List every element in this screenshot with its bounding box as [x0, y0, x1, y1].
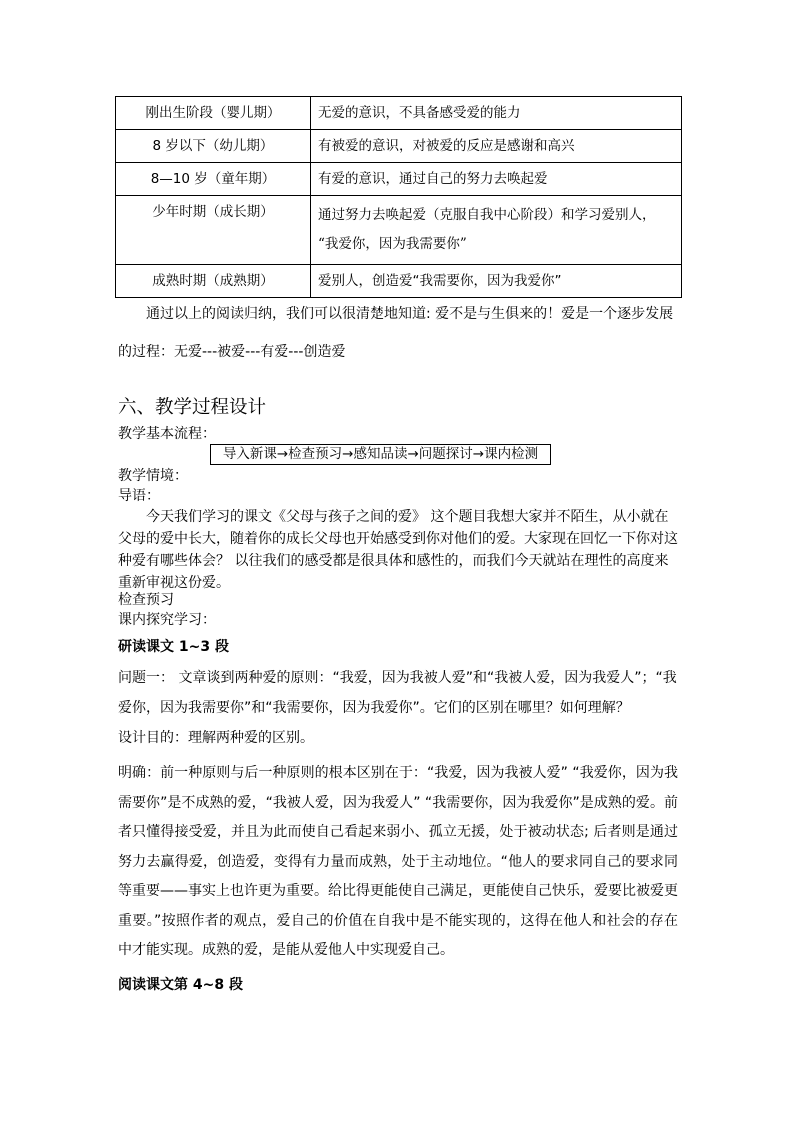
scene-label: 教学情境： [118, 468, 188, 484]
stage-cell: 8 岁以下（幼儿期） [116, 130, 311, 163]
stage-cell: 刚出生阶段（婴儿期） [116, 97, 311, 130]
table-row [116, 196, 682, 265]
description-line: “我爱你，因为我需要你” [318, 236, 467, 252]
table-row [116, 97, 682, 130]
description-cell: 爱别人，创造爱“我需要你，因为我爱你” [311, 265, 682, 298]
description-cell: 无爱的意识，不具备感受爱的能力 [311, 97, 682, 130]
description-line: 通过努力去唤起爱（克服自我中心阶段）和学习爱别人， [318, 207, 656, 223]
table-row [116, 130, 682, 163]
table-row [116, 265, 682, 298]
flow-label: 教学基本流程： [118, 426, 216, 442]
intro-paragraph: 今天我们学习的课文《父母与孩子之间的爱》 这个题目我想大家并不陌生，从小就在父母的爱中长大，随着你的成长父母也开始感受到你对他们的爱。大家现在回忆一下你对这种爱有哪些体会？ 以往我们的感受都是很具体和感性的，而我们今天就站在理性的高度来重新审视这份爱。 [118, 509, 678, 591]
section-title: 六、教学过程设计 [118, 397, 267, 418]
stage-cell: 8—10 岁（童年期） [116, 163, 311, 196]
question-1: 问题一： 文章谈到两种爱的原则：“我爱，因为我被人爱”和“我被人爱，因为我爱人”；“我爱你，因为我需要你”和“我需要你，因为我爱你”。它们的区别在哪里？如何理解？ [118, 670, 677, 716]
table-row [116, 163, 682, 196]
inquiry-label: 课内探究学习： [118, 612, 216, 628]
check-preview-label: 检查预习 [118, 592, 174, 608]
summary-paragraph: 通过以上的阅读归纳，我们可以很清楚地知道: 爱不是与生俱来的！爱是一个逐步发展的过程：无爱---被爱---有爱---创造爱 [118, 306, 674, 360]
description-cell: 有被爱的意识，对被爱的反应是感谢和高兴 [311, 130, 682, 163]
flow-box: 导入新课→检查预习→感知品读→问题探讨→课内检测 [210, 444, 551, 465]
study-heading-2: 阅读课文第 4~8 段 [118, 977, 243, 993]
question-block [118, 663, 678, 753]
study-heading-1: 研读课文 1~3 段 [118, 639, 229, 655]
answer-paragraph: 明确：前一种原则与后一种原则的根本区别在于：“我爱，因为我被人爱” “我爱你，因为我需要你”是不成熟的爱，“我被人爱，因为我爱人” “我需要你，因为我爱你”是成熟的爱。前者只懂得接受爱，并且为此而使自己看起来弱小、孤立无援，处于被动状态; 后者则是通过努力去赢得爱，创造爱，变得有力量而成熟，处于主动地位。“他人的要求同自己的要求同等重要——事实上也许更为重要。给比得更能使自己满足，更能使自己快乐，爱要比被爱更重要。”按照作者的观点，爱自己的价值在自我中是不能实现的，这得在他人和社会的存在中才能实现。成熟的爱，是能从爱他人中实现爱自己。 [118, 765, 678, 958]
description-cell: 有爱的意识，通过自己的努力去唤起爱 [311, 163, 682, 196]
stage-cell: 少年时期（成长期） [116, 196, 311, 265]
stage-cell: 成熟时期（成熟期） [116, 265, 311, 298]
design-goal: 设计目的：理解两种爱的区别。 [118, 730, 314, 746]
intro-label: 导语： [118, 488, 160, 504]
stage-table [115, 96, 682, 298]
description-cell [311, 196, 682, 265]
